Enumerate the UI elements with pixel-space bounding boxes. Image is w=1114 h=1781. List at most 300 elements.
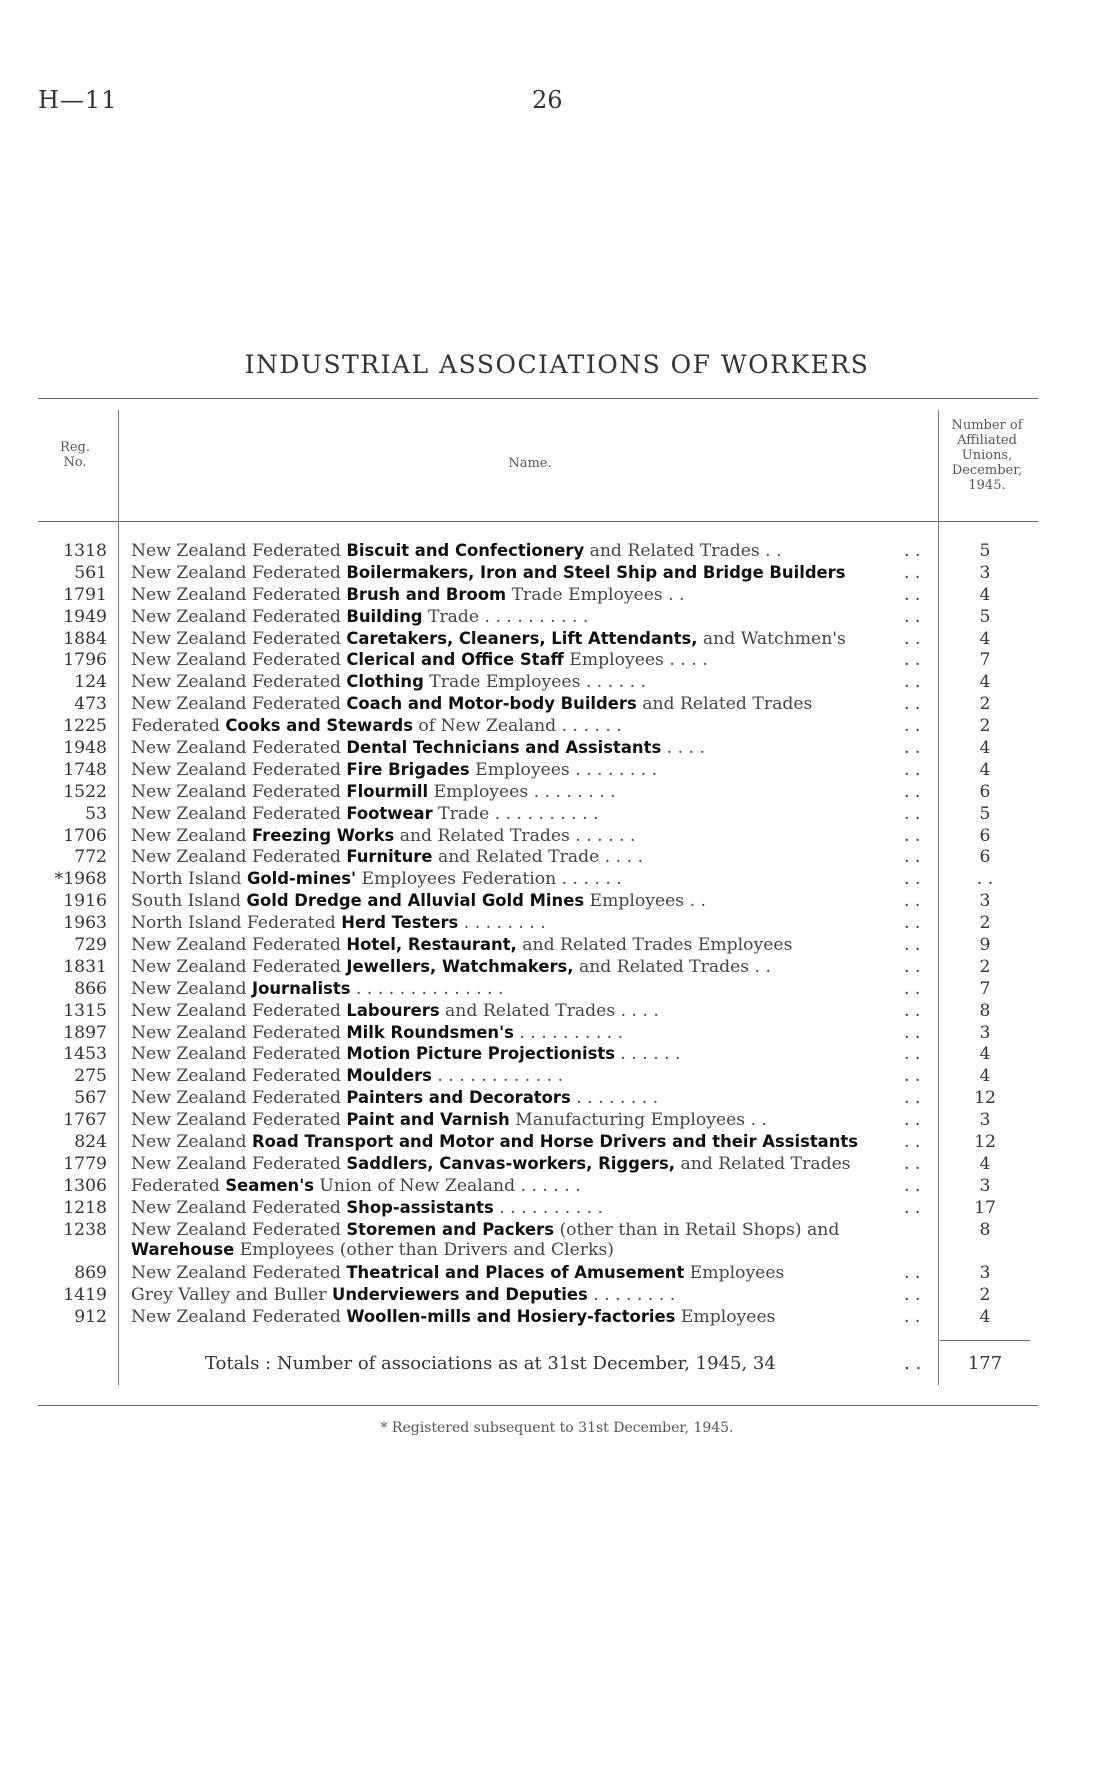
- leader-dots: . .: [904, 1066, 921, 1087]
- name-bold: Brush and Broom: [346, 584, 507, 604]
- name-line: [131, 1263, 784, 1283]
- name-post: and Related Trades Employees: [516, 935, 793, 956]
- reg-number: 1419: [63, 1285, 107, 1306]
- affiliated-unions-count: 12: [974, 1088, 996, 1109]
- table-row: [0, 1088, 1114, 1110]
- leader-dots: . .: [904, 913, 921, 934]
- name-bold: Woollen-mills and Hosiery-factories: [346, 1307, 676, 1327]
- affiliated-unions-count: 6: [979, 825, 991, 846]
- association-name: [131, 1001, 659, 1021]
- name-line: [131, 1198, 603, 1218]
- number-header-line-5: 1945.: [968, 478, 1006, 493]
- affiliated-unions-count: 3: [979, 1110, 991, 1131]
- affiliated-unions-count: 7: [979, 650, 991, 671]
- table-row: [0, 1154, 1114, 1176]
- name-pre: New Zealand Federated: [131, 628, 347, 649]
- leader-dots: . .: [904, 869, 921, 890]
- name-pre: New Zealand: [131, 978, 253, 999]
- table-row: [0, 869, 1114, 891]
- table-row: [0, 826, 1114, 848]
- affiliated-unions-count: 6: [979, 781, 991, 802]
- reg-number: 1884: [63, 628, 107, 649]
- affiliated-unions-count: 5: [979, 606, 991, 627]
- affiliated-unions-count: 4: [979, 759, 991, 780]
- leader-dots: . .: [904, 803, 921, 824]
- table-row: [0, 650, 1114, 672]
- name-pre: North Island Federated: [131, 913, 342, 934]
- association-name: [131, 563, 846, 583]
- name-line: [131, 804, 599, 824]
- name-pre: New Zealand Federated: [131, 672, 347, 693]
- association-name: [131, 782, 616, 802]
- name-bold: Underviewers and Deputies: [332, 1285, 588, 1305]
- table-row: [0, 1001, 1114, 1023]
- reg-number: 561: [74, 562, 107, 583]
- name-line: [131, 1220, 839, 1240]
- name-bold: Gold-mines': [246, 869, 357, 889]
- name-line: [131, 1044, 681, 1064]
- name-bold: Caretakers, Cleaners, Lift Attendants,: [346, 628, 698, 648]
- name-line: [131, 869, 622, 889]
- affiliated-unions-count: 4: [979, 1307, 991, 1328]
- association-name: [131, 1110, 767, 1130]
- name-post: and Related Trades . . . .: [439, 1000, 659, 1021]
- leader-dots: . .: [904, 1000, 921, 1021]
- name-post: Union of New Zealand . . . . . .: [313, 1175, 581, 1196]
- name-line: [131, 585, 685, 605]
- association-name: [131, 585, 685, 605]
- reg-number: 1949: [63, 606, 107, 627]
- name-bold: Flourmill: [346, 781, 429, 801]
- reg-number: 869: [74, 1263, 107, 1284]
- table-row: [0, 760, 1114, 782]
- name-pre: New Zealand Federated: [131, 847, 347, 868]
- affiliated-unions-count: 4: [979, 672, 991, 693]
- affiliated-unions-count: 6: [979, 847, 991, 868]
- affiliated-unions-count: 3: [979, 1175, 991, 1196]
- name-pre: New Zealand Federated: [131, 694, 347, 715]
- table-row: [0, 847, 1114, 869]
- name-post: and Related Trades . . . . . .: [394, 825, 636, 846]
- name-bold: Storemen and Packers: [346, 1219, 554, 1239]
- association-name: [131, 738, 705, 758]
- table-row: [0, 585, 1114, 607]
- table-row: [0, 1176, 1114, 1198]
- name-bold: Boilermakers, Iron and Steel Ship and Bridge Builders: [346, 562, 846, 582]
- reg-number: 1831: [63, 956, 107, 977]
- association-name: [131, 1066, 563, 1086]
- table-row: [0, 694, 1114, 716]
- name-line: [131, 541, 782, 561]
- leader-dots: . .: [904, 1285, 921, 1306]
- name-line: [131, 629, 846, 649]
- page-title: INDUSTRIAL ASSOCIATIONS OF WORKERS: [244, 350, 870, 379]
- reg-number: 1767: [63, 1110, 107, 1131]
- name-bold: Building: [346, 606, 423, 626]
- name-line: [131, 1132, 858, 1152]
- name-bold: Coach and Motor-body Builders: [346, 694, 637, 714]
- name-bold: Freezing Works: [252, 825, 395, 845]
- association-name: [131, 607, 588, 627]
- affiliated-unions-count: 4: [979, 738, 991, 759]
- name-post: and Related Trade . . . .: [432, 847, 643, 868]
- reg-header-line-1: Reg.: [60, 440, 90, 455]
- table-row: [0, 607, 1114, 629]
- name-line: [131, 1066, 563, 1086]
- name-post: and Related Trades . .: [584, 541, 782, 561]
- affiliated-unions-count: 2: [979, 913, 991, 934]
- leader-dots: . .: [904, 956, 921, 977]
- reg-number: 1238: [63, 1219, 107, 1240]
- affiliated-unions-count: 3: [979, 562, 991, 583]
- affiliated-unions-count: 2: [979, 716, 991, 737]
- reg-number: 824: [74, 1132, 107, 1153]
- reg-number: 1453: [63, 1044, 107, 1065]
- name-line: [131, 1176, 581, 1196]
- leader-dots: . .: [904, 584, 921, 605]
- affiliated-unions-count: 8: [979, 1000, 991, 1021]
- name-post: . . . . . . . . . . . . . .: [350, 978, 504, 999]
- name-bold: Theatrical and Places of Amusement: [346, 1263, 685, 1283]
- affiliated-unions-count: 5: [979, 541, 991, 561]
- name-pre: New Zealand Federated: [131, 1000, 347, 1021]
- affiliated-unions-count: 4: [979, 1066, 991, 1087]
- name-pre: New Zealand Federated: [131, 1307, 347, 1328]
- table-row: [0, 1132, 1114, 1154]
- name-bold: Clothing: [346, 672, 424, 692]
- association-name: [131, 760, 657, 780]
- leader-dots: . .: [904, 1197, 921, 1218]
- name-post: . . . . . . . . . .: [513, 1022, 624, 1043]
- table-row: [0, 541, 1114, 563]
- affiliated-unions-count: 7: [979, 978, 991, 999]
- affiliated-unions-count: 3: [979, 1263, 991, 1284]
- name-pre: New Zealand Federated: [131, 1197, 347, 1218]
- association-name: [131, 847, 643, 867]
- reg-header-line-2: No.: [63, 455, 87, 470]
- table-row: [0, 957, 1114, 979]
- affiliated-unions-count: 3: [979, 891, 991, 912]
- number-column-header: [942, 418, 1032, 493]
- reg-number: 1948: [63, 738, 107, 759]
- page-number: 26: [532, 86, 563, 114]
- name-line: [131, 1023, 623, 1043]
- association-name: [131, 979, 503, 999]
- name-bold: Clerical and Office Staff: [346, 650, 564, 670]
- name-post: . . . . . . . .: [570, 1088, 659, 1109]
- leader-dots: . .: [904, 1307, 921, 1328]
- leader-dots: . .: [904, 606, 921, 627]
- name-pre: New Zealand Federated: [131, 650, 347, 671]
- name-post: Employees . .: [584, 891, 706, 912]
- leader-dots: . .: [904, 825, 921, 846]
- name-column-header: Name.: [508, 456, 552, 471]
- association-name: [131, 672, 646, 692]
- name-post: Trade Employees . .: [506, 584, 685, 605]
- affiliated-unions-count: 9: [979, 935, 991, 956]
- name-bold: Seamen's: [225, 1175, 314, 1195]
- affiliated-unions-count: 4: [979, 1044, 991, 1065]
- reg-number: 275: [74, 1066, 107, 1087]
- association-name: [131, 1044, 681, 1064]
- leader-dots: . .: [904, 628, 921, 649]
- name-line: [131, 913, 546, 933]
- association-name: [131, 1176, 581, 1196]
- leader-dots: . .: [904, 759, 921, 780]
- name-pre: New Zealand Federated: [131, 584, 347, 605]
- table-row: [0, 1044, 1114, 1066]
- association-name: [131, 1198, 603, 1218]
- reg-number: 1218: [63, 1197, 107, 1218]
- table-row: [0, 1110, 1114, 1132]
- table-row: [0, 563, 1114, 585]
- name-post: Employees Federation . . . . . .: [356, 869, 622, 890]
- reg-number: 729: [74, 935, 107, 956]
- name-line: [131, 563, 846, 583]
- name-line: [131, 782, 616, 802]
- leader-dots: . .: [904, 1153, 921, 1174]
- name-line: [131, 826, 635, 846]
- name-pre: New Zealand Federated: [131, 606, 347, 627]
- affiliated-unions-count: 4: [979, 628, 991, 649]
- name-post: Trade . . . . . . . . . .: [432, 803, 599, 824]
- name-line: [131, 650, 708, 670]
- name-bold: Dental Technicians and Assistants: [346, 738, 662, 758]
- name-line: [131, 1307, 775, 1327]
- name-pre: New Zealand Federated: [131, 1044, 347, 1065]
- table-row: [0, 1220, 1114, 1264]
- affiliated-unions-count: 8: [979, 1219, 991, 1240]
- name-pre: New Zealand Federated: [131, 1219, 347, 1240]
- leader-dots: . .: [904, 694, 921, 715]
- name-post: and Related Trades: [675, 1153, 851, 1174]
- leader-dots: . .: [904, 781, 921, 802]
- leader-dots: . .: [904, 935, 921, 956]
- affiliated-unions-count: 12: [974, 1132, 996, 1153]
- name-bold: Herd Testers: [341, 913, 459, 933]
- name-post: of New Zealand . . . . . .: [412, 716, 622, 737]
- association-name: [131, 1285, 675, 1305]
- reg-number: 1748: [63, 759, 107, 780]
- table-row: [0, 1023, 1114, 1045]
- affiliated-unions-count: 4: [979, 584, 991, 605]
- name-post: Employees: [684, 1263, 785, 1284]
- totals-top-rule: [940, 1340, 1030, 1341]
- affiliated-unions-count: 2: [979, 956, 991, 977]
- name-post: Employees . . . . . . . .: [428, 781, 616, 802]
- name-post: and Watchmen's: [697, 628, 846, 649]
- name-pre: New Zealand Federated: [131, 541, 347, 561]
- name-bold: Labourers: [346, 1000, 440, 1020]
- reg-number: 567: [74, 1088, 107, 1109]
- association-name: [131, 826, 635, 846]
- association-name: [131, 935, 792, 955]
- reg-number: 1522: [63, 781, 107, 802]
- reg-number: 1791: [63, 584, 107, 605]
- name-post: Manufacturing Employees . .: [509, 1110, 767, 1131]
- reg-number: 53: [85, 803, 107, 824]
- number-header-line-3: Unions,: [961, 448, 1013, 463]
- table-row: [0, 782, 1114, 804]
- reg-number: 1779: [63, 1153, 107, 1174]
- leader-dots: . .: [904, 738, 921, 759]
- leader-dots: . .: [904, 1044, 921, 1065]
- name-post: . . . . . . . . . . . .: [431, 1066, 564, 1087]
- affiliated-unions-count: . .: [976, 869, 994, 890]
- name-pre: New Zealand Federated: [131, 759, 347, 780]
- association-name: [131, 1263, 784, 1283]
- table-row: [0, 1198, 1114, 1220]
- name-pre: Grey Valley and Buller: [131, 1285, 333, 1306]
- association-name: [131, 541, 782, 561]
- association-name: [131, 716, 622, 736]
- leader-dots: . .: [904, 541, 921, 561]
- name-pre: New Zealand Federated: [131, 1110, 347, 1131]
- table-row: [0, 913, 1114, 935]
- association-name: [131, 650, 708, 670]
- table-row: [0, 629, 1114, 651]
- name-line: [131, 935, 792, 955]
- name-bold: Paint and Varnish: [346, 1110, 510, 1130]
- name-post2: Employees (other than Drivers and Clerks): [234, 1239, 614, 1260]
- reg-number: 124: [74, 672, 107, 693]
- affiliated-unions-count: 3: [979, 1022, 991, 1043]
- affiliated-unions-count: 5: [979, 803, 991, 824]
- table-row: [0, 804, 1114, 826]
- name-bold: Road Transport and Motor and Horse Drivers and their Assistants: [252, 1132, 858, 1152]
- name-pre: New Zealand Federated: [131, 1153, 347, 1174]
- name-pre: New Zealand Federated: [131, 1263, 347, 1284]
- association-name: [131, 1154, 851, 1174]
- name-line: [131, 760, 657, 780]
- table-row: [0, 935, 1114, 957]
- leader-dots: . .: [904, 716, 921, 737]
- name-line: [131, 847, 643, 867]
- name-line: [131, 1285, 675, 1305]
- name-post: Employees . . . . . . . .: [469, 759, 658, 780]
- name-bold: Furniture: [346, 847, 433, 867]
- association-name: [131, 694, 812, 714]
- reg-number: 772: [74, 847, 107, 868]
- name-post: Trade Employees . . . . . .: [423, 672, 646, 693]
- name-post: and Related Trades . .: [573, 956, 771, 977]
- footnote: * Registered subsequent to 31st December, 1945.: [380, 1420, 734, 1436]
- affiliated-unions-count: 2: [979, 1285, 991, 1306]
- totals-leader-dots: . .: [904, 1353, 922, 1374]
- reg-number: 1306: [63, 1175, 107, 1196]
- name-pre: North Island: [131, 869, 247, 890]
- affiliated-unions-count: 2: [979, 694, 991, 715]
- name-line: [131, 738, 705, 758]
- leader-dots: . .: [904, 847, 921, 868]
- header-bottom-rule: [38, 521, 1038, 522]
- leader-dots: . .: [904, 1110, 921, 1131]
- name-line: [131, 1088, 658, 1108]
- leader-dots: . .: [904, 650, 921, 671]
- name-bold2: Warehouse: [131, 1239, 235, 1259]
- number-header-line-2: Affiliated: [957, 433, 1017, 448]
- association-name: [131, 869, 622, 889]
- name-post: . . . .: [661, 738, 705, 759]
- name-post: Trade . . . . . . . . . .: [422, 606, 589, 627]
- reg-number: 1315: [63, 1000, 107, 1021]
- name-post: . . . . . .: [614, 1044, 681, 1065]
- reg-number: 1963: [63, 913, 107, 934]
- association-name: [131, 913, 546, 933]
- reg-number: 1796: [63, 650, 107, 671]
- associations-table-body: [0, 541, 1114, 1329]
- name-pre: New Zealand Federated: [131, 1022, 347, 1043]
- name-pre: New Zealand Federated: [131, 781, 347, 802]
- name-pre: South Island: [131, 891, 247, 912]
- name-line: [131, 672, 646, 692]
- table-row: [0, 1285, 1114, 1307]
- leader-dots: . .: [904, 1175, 921, 1196]
- association-name: [131, 1220, 839, 1260]
- name-pre: New Zealand: [131, 825, 253, 846]
- reg-number: 1225: [63, 716, 107, 737]
- name-bold: Jewellers, Watchmakers,: [346, 956, 574, 976]
- name-line: [131, 694, 812, 714]
- reg-number: 1897: [63, 1022, 107, 1043]
- affiliated-unions-count: 17: [974, 1197, 996, 1218]
- table-row: [0, 979, 1114, 1001]
- name-line: [131, 607, 588, 627]
- name-post: (other than in Retail Shops) and: [553, 1219, 840, 1240]
- table-row: [0, 672, 1114, 694]
- name-pre: New Zealand Federated: [131, 738, 347, 759]
- number-header-line-1: Number of: [951, 418, 1023, 433]
- name-line: [131, 716, 622, 736]
- name-post: . . . . . . . .: [458, 913, 546, 934]
- name-bold: Saddlers, Canvas-workers, Riggers,: [346, 1153, 675, 1173]
- name-bold: Motion Picture Projectionists: [346, 1044, 615, 1064]
- name-line: [131, 1154, 851, 1174]
- name-bold: Footwear: [346, 803, 433, 823]
- association-name: [131, 1088, 658, 1108]
- table-row: [0, 1307, 1114, 1329]
- table-row: [0, 738, 1114, 760]
- association-name: [131, 1132, 858, 1152]
- reg-number: 866: [74, 978, 107, 999]
- name-pre: New Zealand Federated: [131, 562, 347, 583]
- reg-number: 1318: [63, 541, 107, 561]
- reg-number: 1706: [63, 825, 107, 846]
- name-bold: Fire Brigades: [346, 759, 470, 779]
- name-bold: Hotel, Restaurant,: [346, 935, 517, 955]
- name-pre: Federated: [131, 716, 226, 737]
- name-bold: Milk Roundsmen's: [346, 1022, 514, 1042]
- reg-number: 473: [74, 694, 107, 715]
- leader-dots: . .: [904, 1132, 921, 1153]
- name-line: [131, 979, 503, 999]
- totals-value: 177: [967, 1353, 1003, 1374]
- totals-label: Totals : Number of associations as at 31st December, 1945, 34: [205, 1353, 776, 1374]
- table-row: [0, 1066, 1114, 1088]
- association-name: [131, 1307, 775, 1327]
- name-bold: Gold Dredge and Alluvial Gold Mines: [246, 891, 585, 911]
- name-bold: Painters and Decorators: [346, 1088, 571, 1108]
- leader-dots: . .: [904, 672, 921, 693]
- table-top-rule: [38, 398, 1038, 399]
- reg-number: *1968: [54, 869, 107, 890]
- name-post: . . . . . . . .: [587, 1285, 676, 1306]
- name-pre: New Zealand: [131, 1132, 253, 1153]
- reg-number: 1916: [63, 891, 107, 912]
- association-name: [131, 1023, 623, 1043]
- name-line: [131, 891, 706, 911]
- leader-dots: . .: [904, 1088, 921, 1109]
